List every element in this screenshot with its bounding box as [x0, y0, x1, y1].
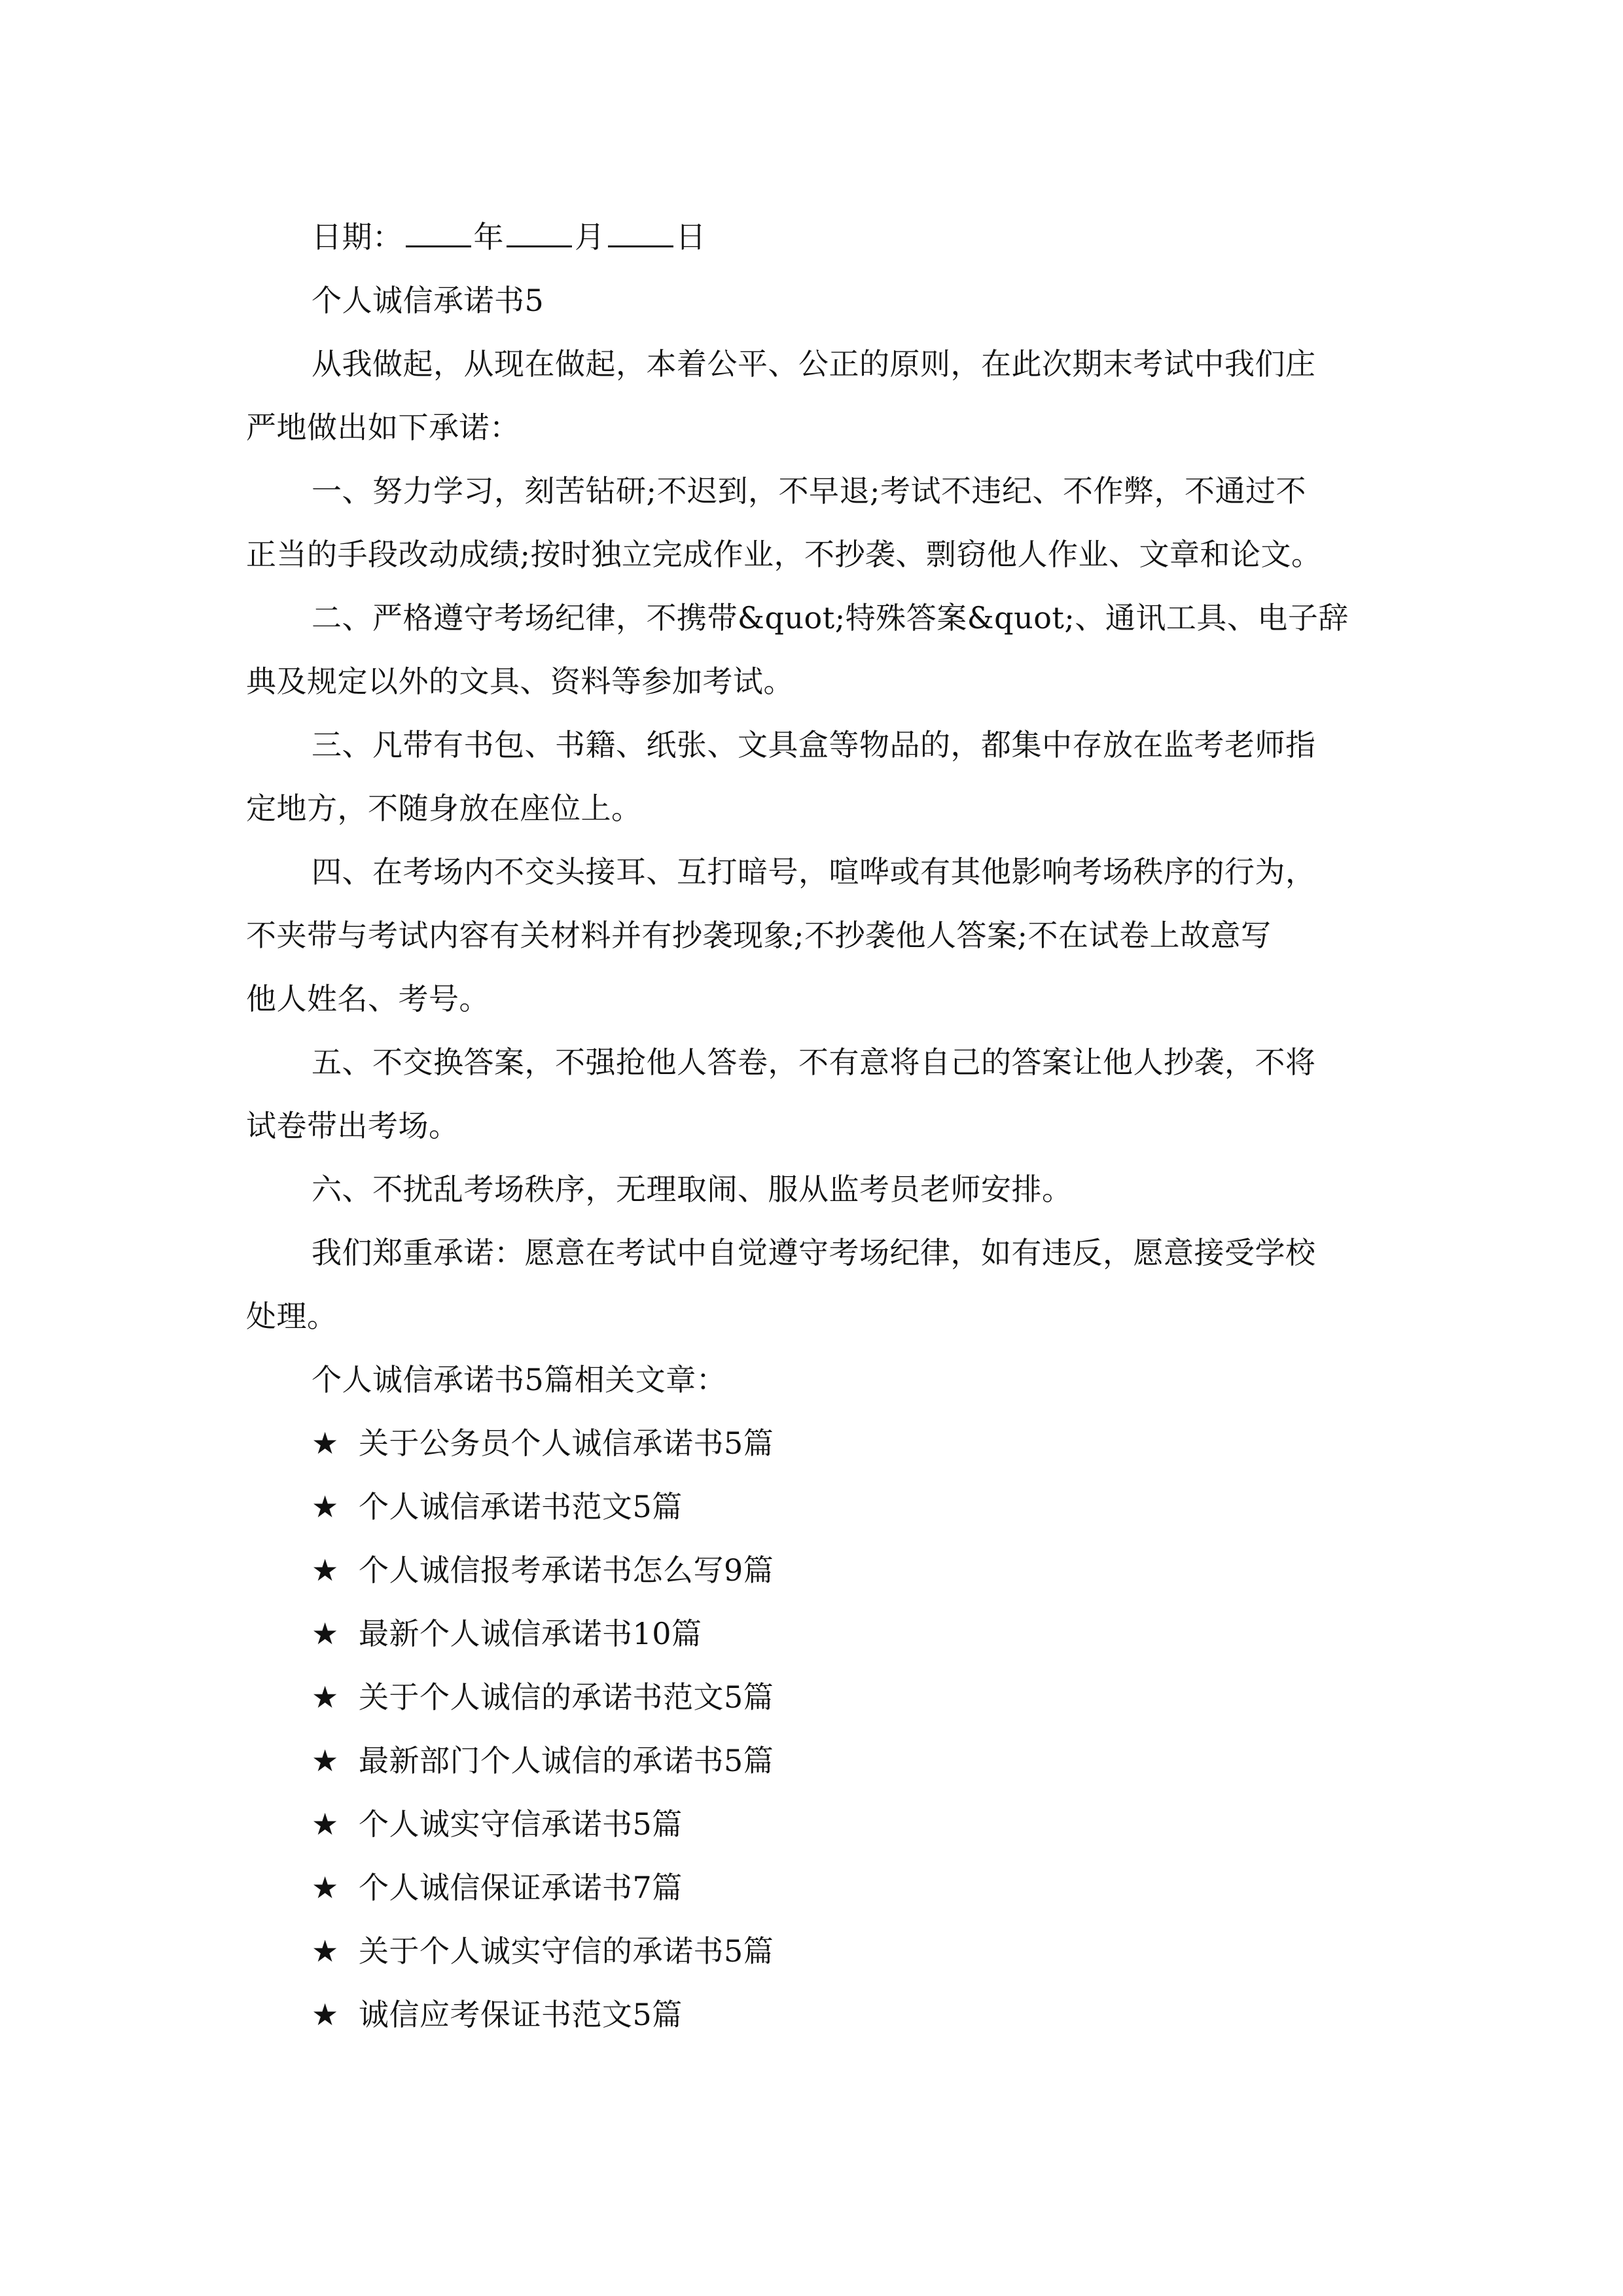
year-blank [406, 219, 471, 247]
paragraph-item-4 [246, 840, 1385, 1031]
star-icon: ★ [312, 1426, 339, 1461]
date-line [246, 206, 1385, 269]
date-label: 日期： [312, 219, 403, 255]
star-icon: ★ [312, 1933, 339, 1969]
paragraph-line: 典及规定以外的文具、资料等参加考试。 [246, 664, 794, 699]
paragraph-line: 从我做起，从现在做起，本着公平、公正的原则，在此次期末考试中我们庄 [312, 346, 1316, 382]
month-label: 月 [575, 219, 605, 255]
related-link-item[interactable] [246, 1475, 1385, 1539]
related-link-item[interactable] [246, 1793, 1385, 1856]
related-link-text[interactable]: 诚信应考保证书范文5篇 [359, 1997, 683, 2032]
related-link-item[interactable] [246, 1920, 1385, 1983]
paragraph-line: 定地方，不随身放在座位上。 [246, 791, 642, 826]
related-link-item[interactable] [246, 1412, 1385, 1475]
paragraph-line: 严地做出如下承诺： [246, 410, 520, 445]
year-label: 年 [473, 219, 504, 255]
month-blank [507, 219, 572, 247]
paragraph-line: 我们郑重承诺：愿意在考试中自觉遵守考场纪律，如有违反，愿意接受学校 [312, 1235, 1316, 1270]
paragraph-line: 他人姓名、考号。 [246, 981, 490, 1016]
related-link-item[interactable] [246, 1729, 1385, 1793]
related-link-item[interactable] [246, 1666, 1385, 1729]
paragraph-item-6 [246, 1158, 1385, 1221]
related-link-text[interactable]: 关于个人诚信的承诺书范文5篇 [359, 1679, 774, 1715]
paragraph-line: 试卷带出考场。 [246, 1108, 459, 1143]
paragraph-line: 六、不扰乱考场秩序，无理取闹、服从监考员老师安排。 [312, 1172, 1073, 1207]
star-icon: ★ [312, 1679, 339, 1715]
related-list [246, 1412, 1385, 2047]
day-blank [608, 219, 673, 247]
paragraph-item-5 [246, 1031, 1385, 1158]
related-link-text[interactable]: 关于公务员个人诚信承诺书5篇 [359, 1426, 774, 1461]
paragraph-item-3 [246, 713, 1385, 840]
star-icon: ★ [312, 1806, 339, 1842]
related-link-item[interactable] [246, 1539, 1385, 1602]
paragraph-line: 正当的手段改动成绩;按时独立完成作业，不抄袭、剽窃他人作业、文章和论文。 [246, 537, 1322, 572]
star-icon: ★ [312, 1870, 339, 1905]
related-link-item[interactable] [246, 1856, 1385, 1920]
star-icon: ★ [312, 1552, 339, 1588]
paragraph-item-2 [246, 586, 1385, 713]
related-link-text[interactable]: 个人诚信承诺书范文5篇 [359, 1489, 683, 1524]
related-link-text[interactable]: 关于个人诚实守信的承诺书5篇 [359, 1933, 774, 1969]
paragraph-line: 不夹带与考试内容有关材料并有抄袭现象;不抄袭他人答案;不在试卷上故意写 [246, 918, 1272, 953]
related-link-text[interactable]: 个人诚信保证承诺书7篇 [359, 1870, 683, 1905]
paragraph-line: 一、努力学习，刻苦钻研;不迟到，不早退;考试不违纪、不作弊，不通过不 [312, 473, 1306, 509]
related-link-item[interactable] [246, 1983, 1385, 2047]
related-link-text[interactable]: 个人诚实守信承诺书5篇 [359, 1806, 683, 1842]
related-link-text[interactable]: 最新个人诚信承诺书10篇 [359, 1616, 702, 1651]
star-icon: ★ [312, 1743, 339, 1778]
related-link-text[interactable]: 最新部门个人诚信的承诺书5篇 [359, 1743, 774, 1778]
star-icon: ★ [312, 1489, 339, 1524]
paragraph-item-1 [246, 459, 1385, 586]
star-icon: ★ [312, 1997, 339, 2032]
paragraph-line: 三、凡带有书包、书籍、纸张、文具盒等物品的，都集中存放在监考老师指 [312, 727, 1316, 762]
related-link-text[interactable]: 个人诚信报考承诺书怎么写9篇 [359, 1552, 774, 1588]
paragraph-line: 四、在考场内不交头接耳、互打暗号，喧哗或有其他影响考场秩序的行为， [312, 854, 1316, 889]
document-body [246, 206, 1385, 2047]
paragraph-intro [246, 332, 1385, 459]
section-heading: 个人诚信承诺书5 [312, 283, 544, 318]
day-label: 日 [675, 219, 706, 255]
star-icon: ★ [312, 1616, 339, 1651]
related-link-item[interactable] [246, 1602, 1385, 1666]
paragraph-line: 五、不交换答案，不强抢他人答卷，不有意将自己的答案让他人抄袭，不将 [312, 1045, 1316, 1080]
paragraph-line: 二、严格遵守考场纪律，不携带&quot;特殊答案&quot;、通讯工具、电子辞 [312, 600, 1349, 636]
paragraph-pledge [246, 1221, 1385, 1348]
related-heading: 个人诚信承诺书5篇相关文章： [312, 1362, 727, 1397]
paragraph-line: 处理。 [246, 1299, 338, 1334]
